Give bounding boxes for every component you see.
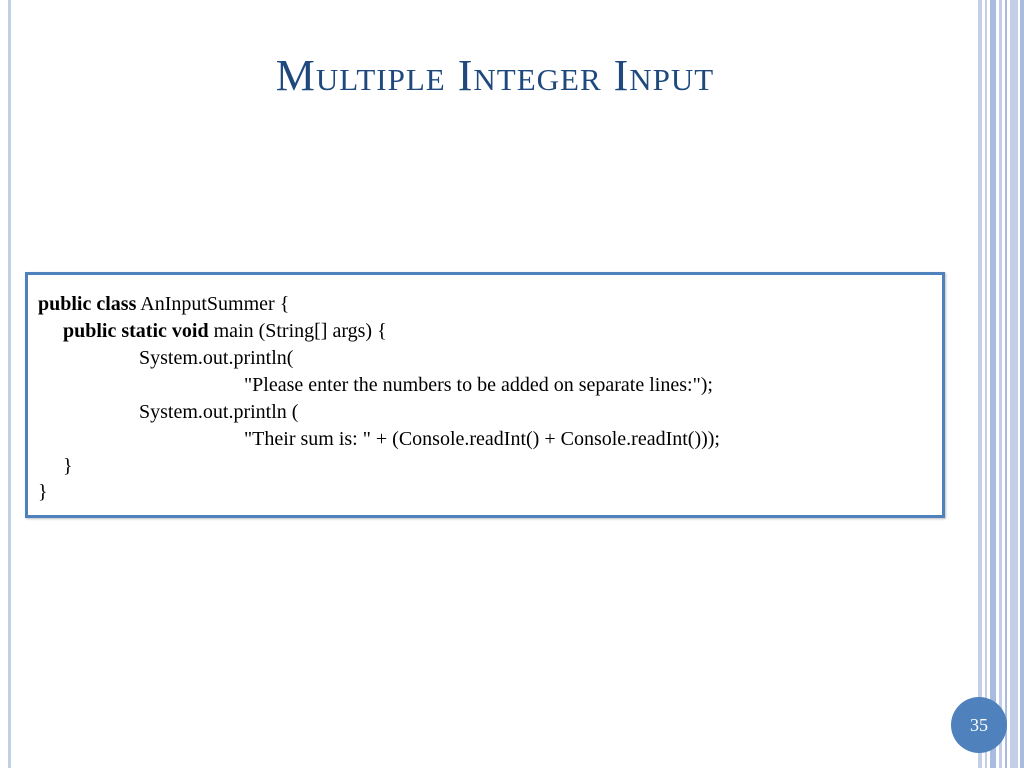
code-keyword: public static void xyxy=(63,320,209,342)
code-line-3: System.out.println( xyxy=(139,347,294,369)
right-decor-stripe xyxy=(999,0,1002,768)
code-line-4: "Please enter the numbers to be added on separate lines:"); xyxy=(244,374,713,396)
left-border-line xyxy=(8,0,11,768)
code-box xyxy=(25,272,945,518)
code-keyword: public class xyxy=(38,293,137,315)
code-text: main (String[] args) { xyxy=(208,320,387,342)
code-line-6: "Their sum is: " + (Console.readInt() + Console.readInt())); xyxy=(244,428,720,450)
right-decor-stripe xyxy=(1020,0,1024,768)
code-line-7: } xyxy=(63,455,73,477)
right-decor-stripe xyxy=(978,0,982,768)
page-number-badge: 35 xyxy=(951,697,1007,753)
slide-title: Multiple Integer Input xyxy=(275,51,715,100)
code-line-8: } xyxy=(38,481,48,503)
code-text: AnInputSummer { xyxy=(136,293,290,315)
right-decor-stripe xyxy=(1010,0,1018,768)
code-line-1 xyxy=(38,291,289,317)
right-decor-stripe xyxy=(1005,0,1007,768)
code-line-2 xyxy=(63,318,387,344)
code-line-5: System.out.println ( xyxy=(139,401,299,423)
right-decor-stripe xyxy=(990,0,996,768)
right-decor-stripe xyxy=(985,0,987,768)
